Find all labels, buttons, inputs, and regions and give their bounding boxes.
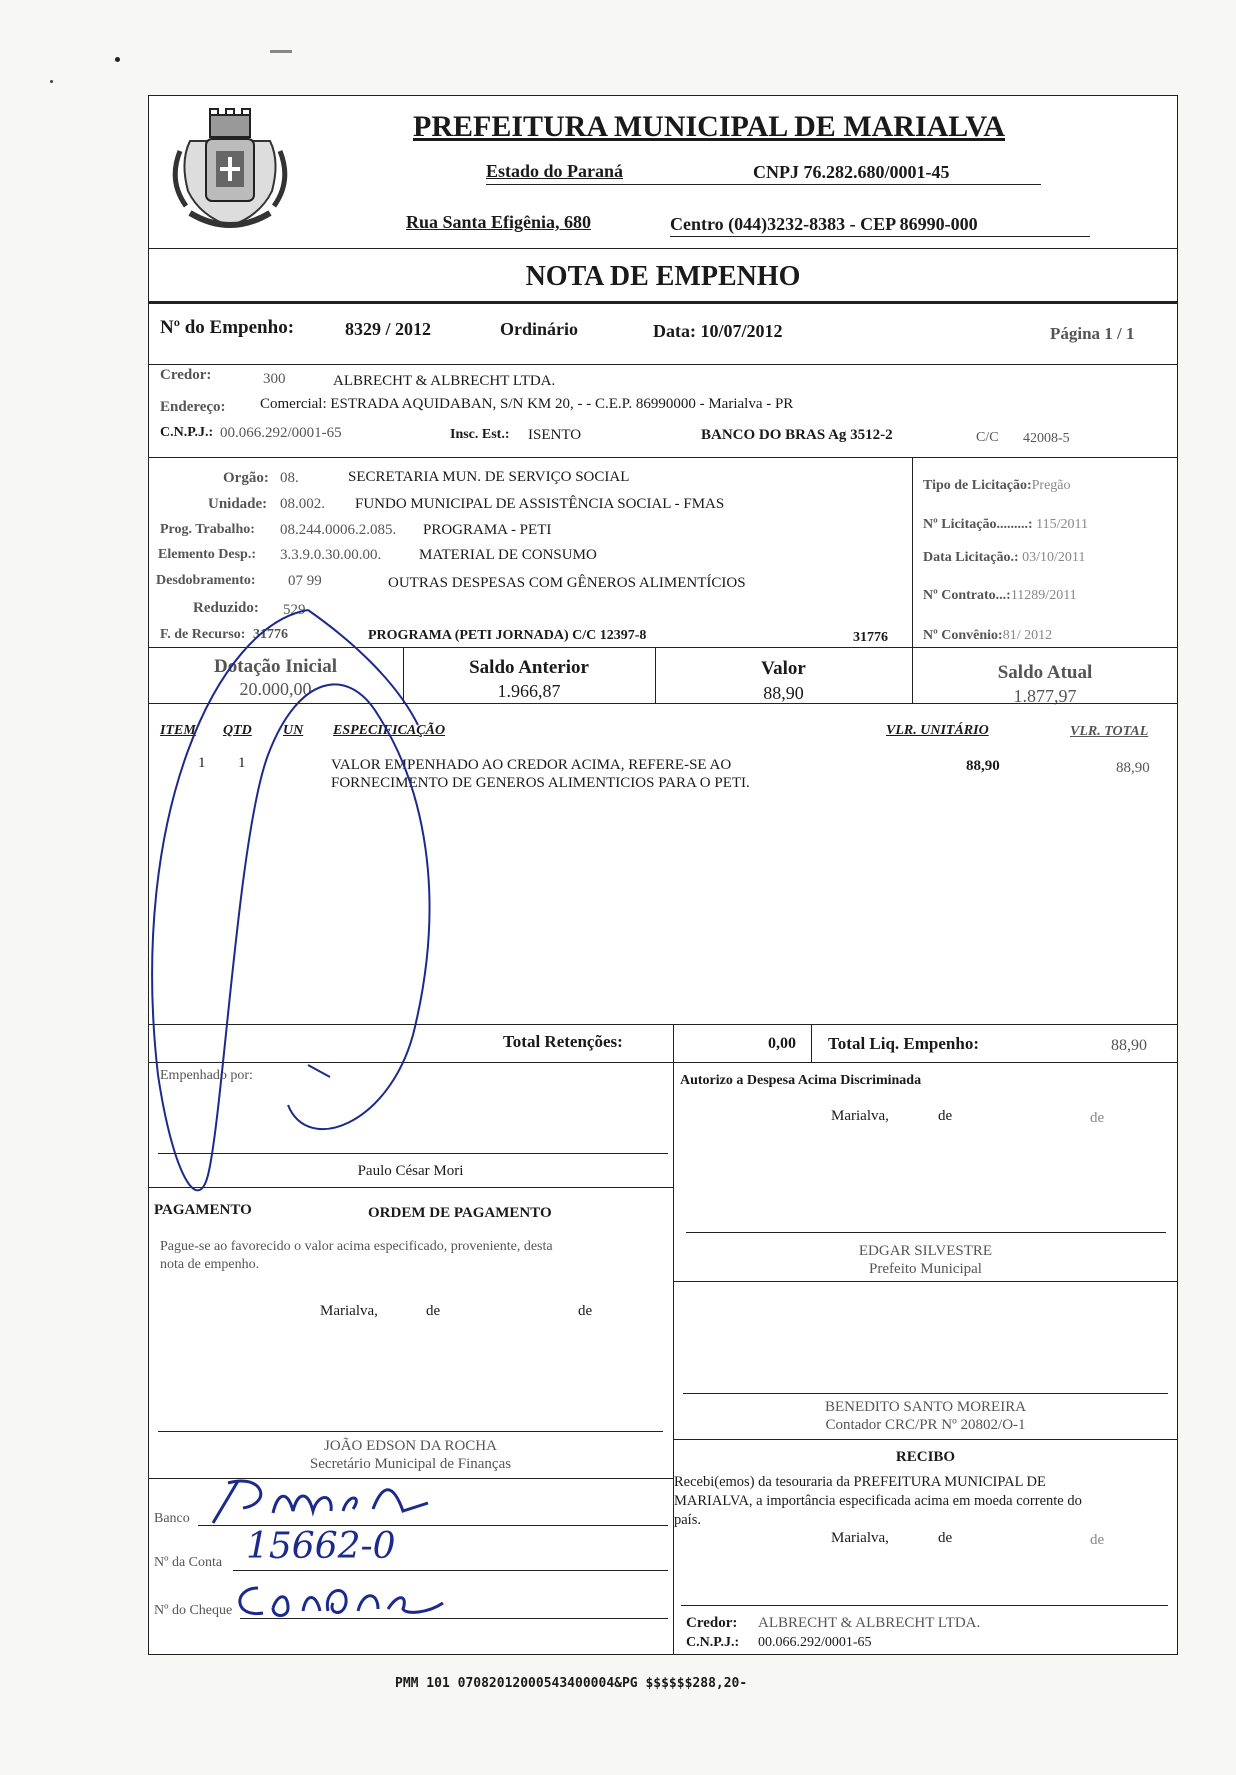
- footer-code: PMM 101 07082012000543400004&PG $$$$$$288,20-: [395, 1676, 748, 1691]
- recibo-de2: de: [1090, 1532, 1105, 1548]
- prog-code: 08.244.0006.2.085.: [280, 522, 397, 538]
- elemento-label: Elemento Desp.:: [158, 547, 256, 562]
- convenio-value: 81/ 2012: [1002, 628, 1053, 643]
- recibo-text-1: Recebi(emos) da tesouraria da PREFEITURA MUNICIPAL DE: [674, 1474, 1046, 1490]
- secretario-name: JOÃO EDSON DA ROCHA: [324, 1438, 497, 1454]
- col-qtd: QTD: [223, 723, 252, 738]
- empenho-type: Ordinário: [500, 319, 579, 339]
- credor-name: ALBRECHT & ALBRECHT LTDA.: [333, 373, 556, 389]
- rule: [673, 1439, 1178, 1440]
- item-spec-line2: FORNECIMENTO DE GENEROS ALIMENTICIOS PARA O PETI.: [331, 775, 750, 791]
- nota-de-empenho-document: [148, 95, 1178, 1655]
- conta-label: Nº da Conta: [154, 1555, 223, 1570]
- scan-speck: [50, 80, 53, 83]
- recibo-cnpj-value: 00.066.292/0001-65: [758, 1635, 872, 1650]
- prog-name: PROGRAMA - PETI: [423, 522, 552, 538]
- cc-value: 42008-5: [1023, 431, 1070, 446]
- insc-value: ISENTO: [528, 427, 582, 443]
- rule: [158, 1431, 663, 1432]
- total-liq-value: 88,90: [1111, 1037, 1147, 1054]
- recibo-cnpj-label: C.N.P.J.:: [686, 1635, 740, 1650]
- reduzido-label: Reduzido:: [193, 600, 259, 616]
- col-item: ITEM: [160, 723, 196, 738]
- bank-info: BANCO DO BRAS Ag 3512-2: [701, 427, 893, 443]
- rule: [686, 1232, 1166, 1233]
- orgao-code: 08.: [280, 470, 299, 486]
- empenho-date: Data: 10/07/2012: [653, 321, 783, 341]
- scan-mark: [270, 50, 292, 53]
- recibo-credor-name: ALBRECHT & ALBRECHT LTDA.: [758, 1615, 981, 1631]
- data-licitacao-label: Data Licitação.: 03/10/2011: [923, 550, 1086, 565]
- fonte-code-right: 31776: [853, 630, 888, 645]
- empenho-signature-loop: [148, 515, 468, 1275]
- total-liq-label: Total Liq. Empenho:: [828, 1034, 979, 1053]
- unidade-code: 08.002.: [280, 496, 325, 512]
- autorizo-de2: de: [1090, 1110, 1105, 1126]
- fonte-code: 31776: [253, 627, 288, 642]
- desdobramento-label: Desdobramento:: [156, 573, 256, 588]
- prog-label: Prog. Trabalho:: [160, 522, 255, 537]
- banco-label: Banco: [154, 1511, 190, 1526]
- contador-role: Contador CRC/PR Nº 20802/O-1: [825, 1417, 1026, 1433]
- cheque-handwritten-signature: [228, 1573, 448, 1623]
- rule: [912, 457, 913, 647]
- fonte-name: PROGRAMA (PETI JORNADA) C/C 12397-8: [368, 628, 647, 643]
- empenhado-por-name: Paulo César Mori: [357, 1163, 464, 1179]
- pagamento-place: Marialva,: [320, 1303, 378, 1319]
- saldo-atual-label: Saldo Atual: [997, 662, 1093, 683]
- empenhado-por-label: Empenhado por:: [160, 1068, 253, 1083]
- cc-label: C/C: [976, 430, 999, 445]
- num-licitacao-value: 115/2011: [1036, 517, 1088, 532]
- page-indicator: Página 1 / 1: [1050, 324, 1135, 343]
- desdobramento-name: OUTRAS DESPESAS COM GÊNEROS ALIMENTÍCIOS: [388, 575, 746, 591]
- item-number: 1: [198, 755, 206, 771]
- unidade-name: FUNDO MUNICIPAL DE ASSISTÊNCIA SOCIAL - FMAS: [355, 496, 725, 512]
- prefeito-role: Prefeito Municipal: [869, 1261, 982, 1277]
- pagamento-de2: de: [578, 1303, 593, 1319]
- cnpj-credor-label: C.N.P.J.:: [160, 425, 214, 440]
- item-total-price: 88,90: [1116, 760, 1150, 776]
- total-retencoes-label: Total Retenções:: [503, 1032, 623, 1051]
- rule: [673, 1024, 674, 1062]
- document-title: NOTA DE EMPENHO: [525, 261, 801, 292]
- col-especificacao: ESPECIFICAÇÃO: [333, 723, 446, 738]
- pagamento-de1: de: [426, 1303, 441, 1319]
- address-label: Rua Santa Efigênia, 680: [406, 212, 592, 232]
- scan-speck: [115, 57, 120, 62]
- orgao-name: SECRETARIA MUN. DE SERVIÇO SOCIAL: [348, 469, 630, 485]
- pagamento-text-2: nota de empenho.: [160, 1257, 260, 1272]
- rule: [681, 1605, 1168, 1606]
- total-retencoes-value: 0,00: [768, 1035, 796, 1052]
- unidade-label: Unidade:: [208, 496, 268, 512]
- banco-handwritten-signature: [203, 1473, 433, 1528]
- fonte-label: F. de Recurso:: [160, 627, 246, 642]
- empenho-label: Nº do Empenho:: [160, 317, 295, 338]
- rule: [148, 301, 1178, 304]
- col-vlr-total: VLR. TOTAL: [1070, 724, 1149, 739]
- endereco-label: Endereço:: [160, 399, 226, 415]
- autorizo-label: Autorizo a Despesa Acima Discriminada: [680, 1073, 922, 1088]
- ordem-pagamento-label: ORDEM DE PAGAMENTO: [368, 1205, 552, 1221]
- recibo-text-3: país.: [674, 1512, 701, 1528]
- cnpj-label: CNPJ 76.282.680/0001-45: [753, 162, 950, 182]
- recibo-credor-label: Credor:: [686, 1615, 738, 1631]
- valor-label: Valor: [761, 658, 806, 679]
- credor-code: 300: [263, 371, 286, 387]
- elemento-name: MATERIAL DE CONSUMO: [419, 547, 597, 563]
- coat-of-arms-icon: [160, 101, 300, 241]
- conta-handwritten-value: 15662-0: [246, 1526, 396, 1567]
- credor-label: Credor:: [160, 367, 212, 383]
- valor-value: 88,90: [763, 683, 804, 703]
- rule: [486, 184, 1041, 185]
- desdobramento-code: 07 99: [288, 573, 322, 589]
- recibo-title: RECIBO: [895, 1449, 956, 1465]
- saldo-anterior-label: Saldo Anterior: [469, 657, 589, 678]
- item-unit-price: 88,90: [966, 758, 1000, 774]
- rule: [673, 1281, 1178, 1282]
- rule: [148, 457, 1178, 458]
- contador-name: BENEDITO SANTO MOREIRA: [824, 1399, 1027, 1415]
- prefeito-name: EDGAR SILVESTRE: [858, 1243, 993, 1259]
- recibo-de1: de: [938, 1530, 953, 1546]
- rule: [673, 1062, 674, 1654]
- pagamento-text-1: Pague-se ao favorecido o valor acima especificado, proveniente, desta: [160, 1239, 553, 1254]
- data-licitacao-value: 03/10/2011: [1022, 550, 1086, 565]
- rule: [811, 1024, 812, 1062]
- saldo-atual-value: 1.877,97: [1013, 686, 1077, 706]
- tipo-licitacao-label: Tipo de Licitação:Pregão: [923, 478, 1071, 493]
- municipality-title: PREFEITURA MUNICIPAL DE MARIALVA: [413, 110, 1006, 143]
- elemento-code: 3.3.9.0.30.00.00.: [280, 547, 382, 563]
- autorizo-place: Marialva,: [831, 1108, 889, 1124]
- saldo-anterior-value: 1.966,87: [497, 681, 561, 701]
- autorizo-de1: de: [938, 1108, 953, 1124]
- rule: [683, 1393, 1168, 1394]
- secretario-role: Secretário Municipal de Finanças: [309, 1456, 512, 1472]
- item-spec-line1: VALOR EMPENHADO AO CREDOR ACIMA, REFERE-SE AO: [331, 757, 732, 773]
- orgao-label: Orgão:: [223, 470, 269, 486]
- rule: [233, 1570, 668, 1571]
- recibo-place: Marialva,: [831, 1530, 889, 1546]
- district-phone-cep: Centro (044)3232-8383 - CEP 86990-000: [670, 214, 978, 234]
- cheque-label: Nº do Cheque: [154, 1603, 233, 1618]
- num-licitacao-label: Nº Licitação.........: 115/2011: [923, 517, 1088, 532]
- rule: [670, 236, 1090, 237]
- dotacao-inicial-label: Dotação Inicial: [214, 656, 337, 677]
- item-qtd: 1: [238, 755, 246, 771]
- empenho-number: 8329 / 2012: [345, 319, 432, 339]
- cnpj-credor-value: 00.066.292/0001-65: [220, 425, 342, 441]
- col-vlr-unitario: VLR. UNITÁRIO: [886, 723, 989, 738]
- recibo-text-2: MARIALVA, a importância especificada acima em moeda corrente do: [674, 1493, 1082, 1509]
- convenio-label: Nº Convênio:81/ 2012: [923, 628, 1053, 643]
- reduzido-value: 529: [283, 602, 306, 618]
- rule: [148, 248, 1178, 249]
- contrato-value: 11289/2011: [1010, 588, 1077, 603]
- col-un: UN: [283, 723, 304, 738]
- dotacao-inicial-value: 20.000,00: [239, 679, 312, 699]
- pagamento-label: PAGAMENTO: [154, 1202, 252, 1218]
- rule: [148, 364, 1178, 365]
- endereco-value: Comercial: ESTRADA AQUIDABAN, S/N KM 20, - - C.E.P. 86990000 - Marialva - PR: [260, 396, 794, 412]
- state-label: Estado do Paraná: [486, 161, 624, 181]
- contrato-label: Nº Contrato...:11289/2011: [923, 588, 1077, 603]
- insc-label: Insc. Est.:: [450, 427, 510, 442]
- tipo-licitacao-value: Pregão: [1031, 478, 1071, 493]
